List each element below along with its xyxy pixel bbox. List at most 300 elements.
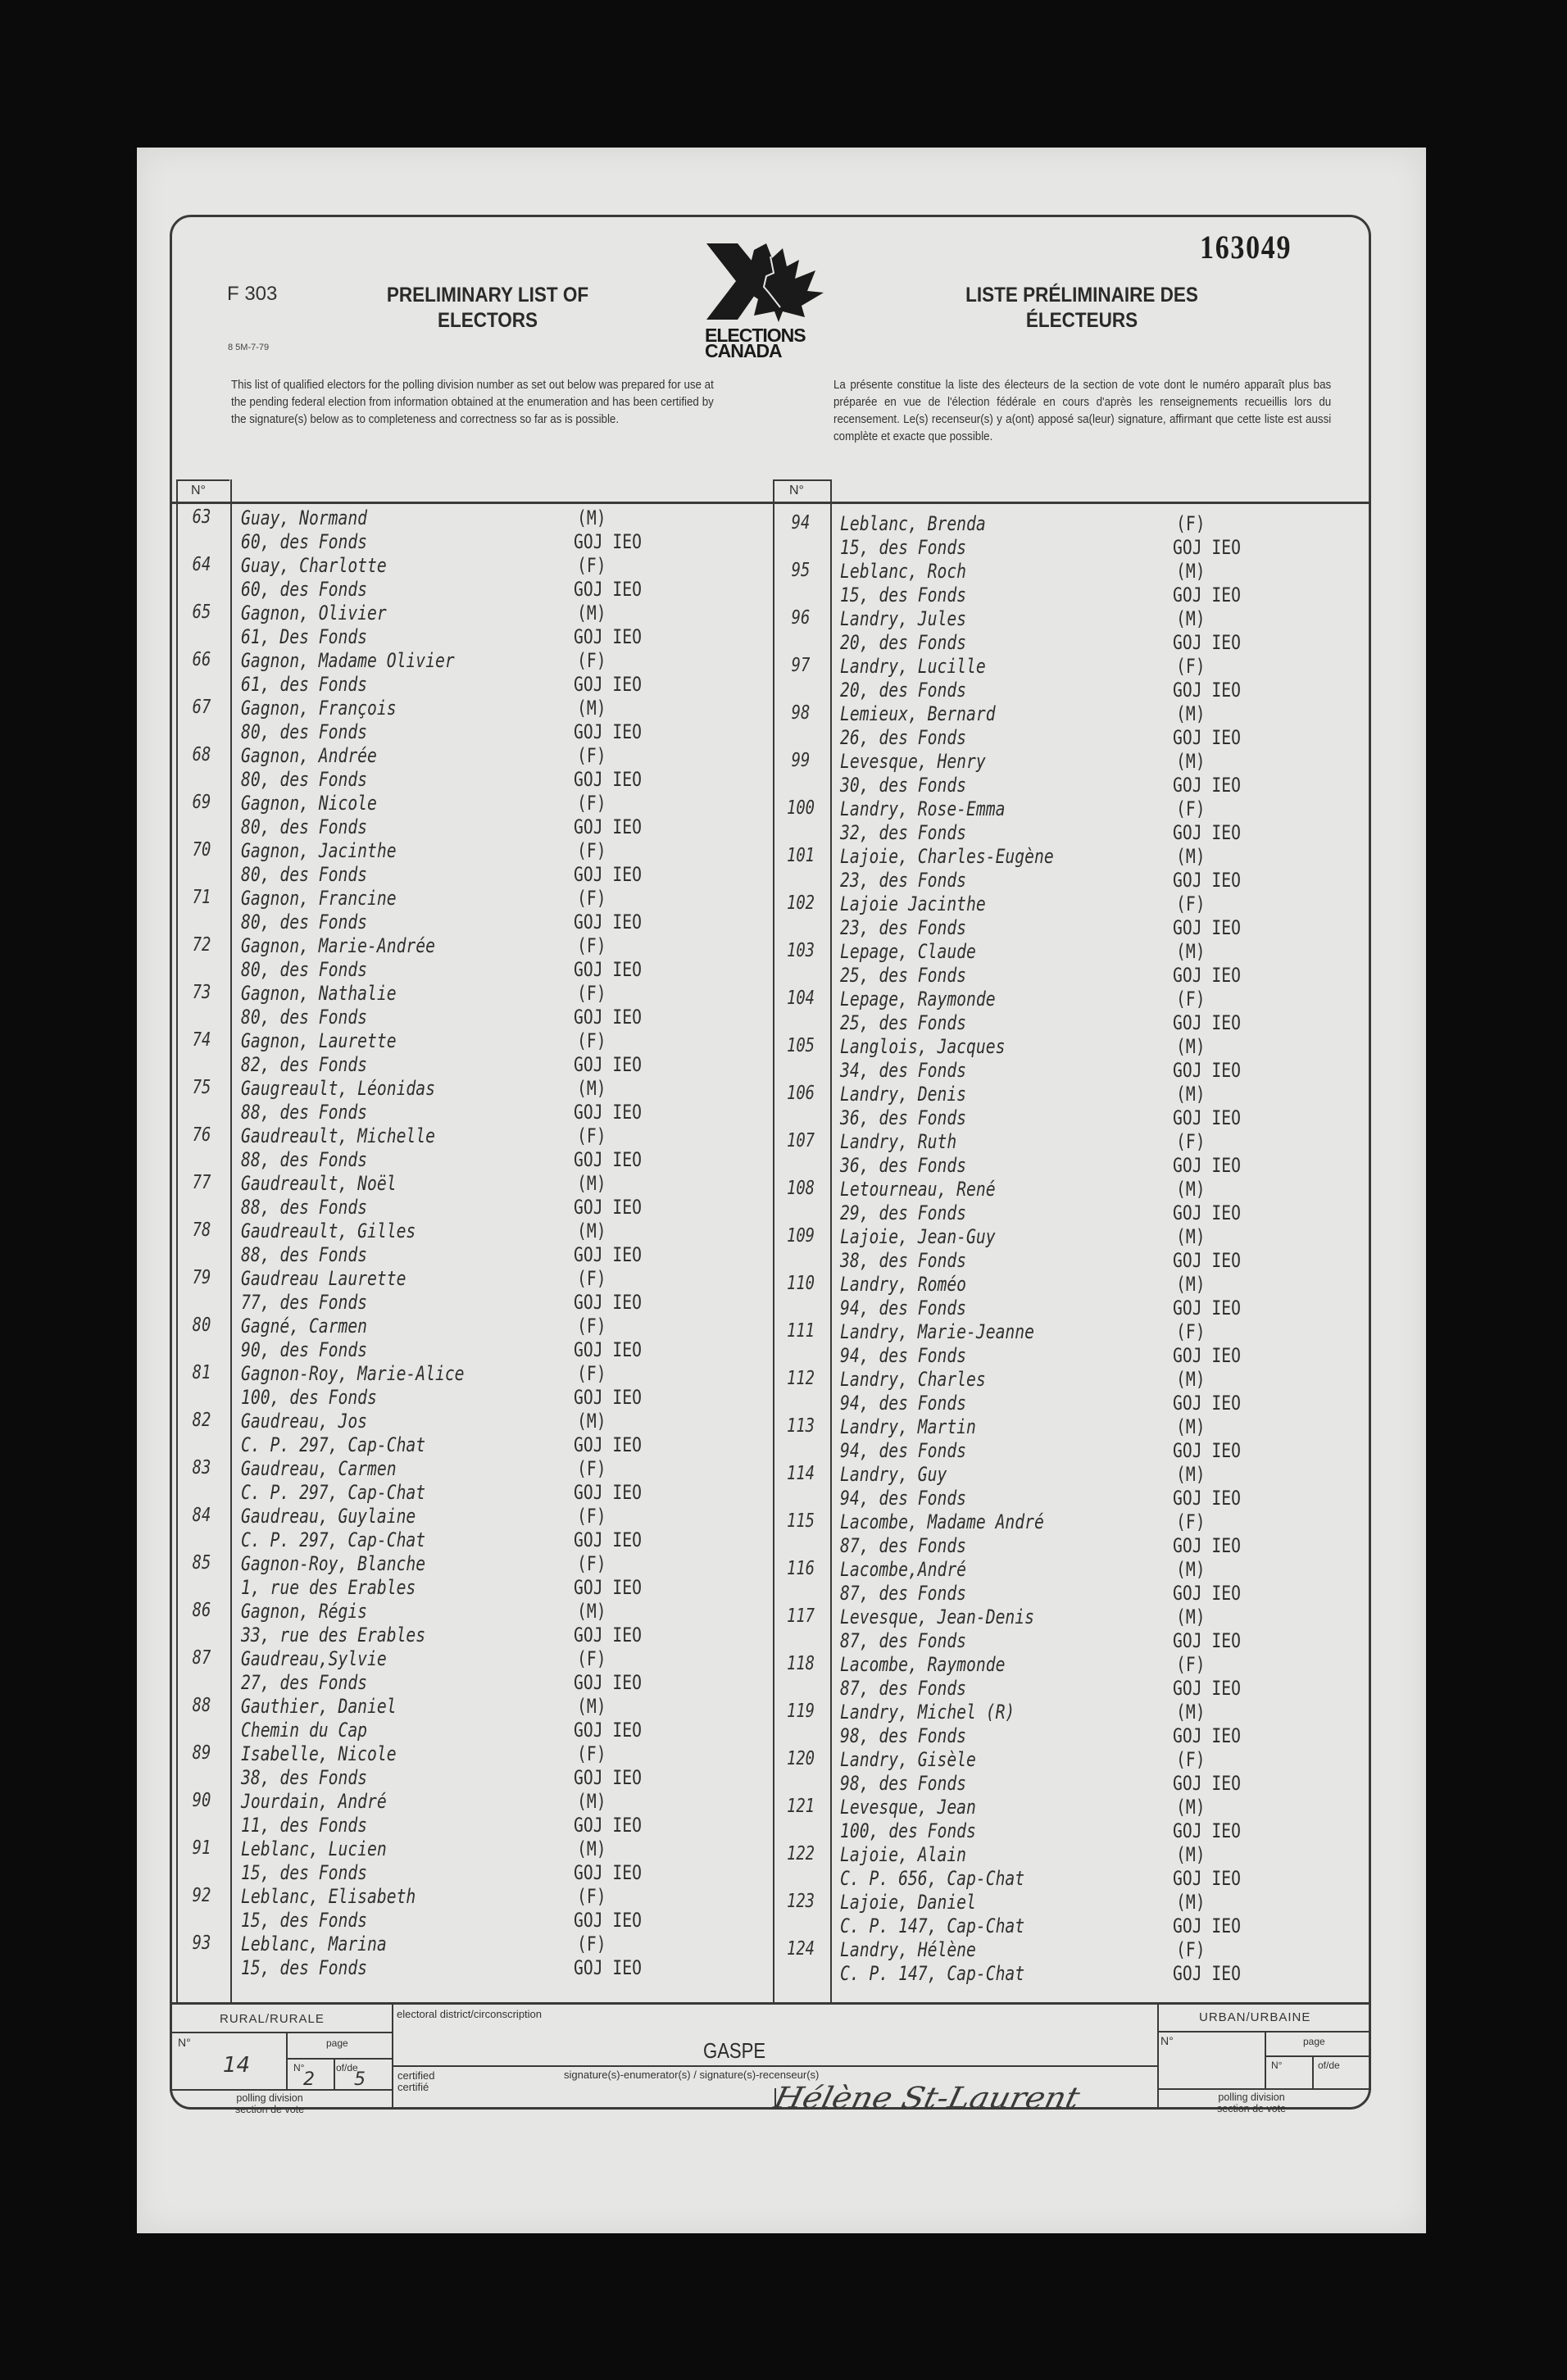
elector-number: 94 <box>791 512 811 534</box>
elector-entry <box>177 554 734 602</box>
elector-entry <box>177 1552 734 1600</box>
elector-sex: (F) <box>1176 988 1206 1011</box>
column-divider-rule <box>773 479 774 2004</box>
elector-address: 77, des Fonds <box>241 1291 368 1314</box>
title-french-line2: ÉLECTEURS <box>1025 309 1138 332</box>
elector-entry <box>776 1653 1333 1701</box>
elector-sex: (F) <box>577 1457 606 1480</box>
elector-number: 95 <box>791 560 811 581</box>
rural-block-right-rule <box>392 2002 393 2110</box>
elector-address: 94, des Fonds <box>840 1392 967 1415</box>
elector-postal-code: GOJ IEO <box>574 530 642 553</box>
elector-entry <box>776 1083 1333 1130</box>
elector-sex: (F) <box>577 1885 606 1908</box>
elector-postal-code: GOJ IEO <box>574 1814 642 1837</box>
urban-page-label: page <box>1303 2036 1325 2047</box>
urban-of-rule <box>1312 2055 1314 2088</box>
elector-name: Gaudreault, Noël <box>241 1172 397 1195</box>
rural-polling-label <box>235 2092 304 2115</box>
elector-sex: (F) <box>1176 1748 1206 1771</box>
elector-entry <box>776 1035 1333 1083</box>
form-code: 8 5M-7-79 <box>228 343 270 352</box>
elector-postal-code: GOJ IEO <box>574 673 642 696</box>
elector-address: C. P. 147, Cap-Chat <box>840 1914 1025 1937</box>
elector-name: Landry, Lucille <box>840 655 986 678</box>
elector-entry <box>776 1415 1333 1463</box>
elector-entry <box>776 1748 1333 1796</box>
elector-sex: (M) <box>1176 1415 1206 1438</box>
elector-name: Leblanc, Roch <box>840 560 967 583</box>
elector-entry <box>776 1463 1333 1510</box>
elector-sex: (M) <box>1176 1891 1206 1914</box>
elector-entry <box>177 1600 734 1647</box>
elector-name: Landry, Hélène <box>840 1938 976 1961</box>
urban-polling-label-en: polling division <box>1218 2092 1285 2103</box>
elector-number: 76 <box>192 1124 211 1146</box>
elector-entry <box>177 1315 734 1362</box>
district-value: GASPE <box>703 2038 766 2063</box>
rural-no-label: N° <box>178 2036 191 2049</box>
elector-name: Gagnon, Laurette <box>241 1029 397 1052</box>
elector-name: Leblanc, Brenda <box>840 512 986 535</box>
elector-sex: (F) <box>577 1124 606 1147</box>
elector-postal-code: GOJ IEO <box>1173 1487 1241 1510</box>
elector-number: 102 <box>786 892 815 914</box>
elector-address: 80, des Fonds <box>241 815 368 838</box>
elector-address: C. P. 147, Cap-Chat <box>840 1962 1025 1985</box>
logo-text-canada: CANADA <box>705 340 782 361</box>
elector-number: 80 <box>192 1315 211 1336</box>
elector-address: C. P. 297, Cap-Chat <box>241 1528 426 1551</box>
elector-number: 68 <box>192 744 211 765</box>
elector-sex: (F) <box>577 1933 606 1955</box>
elector-entry <box>776 797 1333 845</box>
elector-postal-code: GOJ IEO <box>574 1861 642 1884</box>
elector-postal-code: GOJ IEO <box>574 863 642 886</box>
elector-name: Gagnon, Régis <box>241 1600 368 1623</box>
elector-number: 88 <box>192 1695 211 1716</box>
elector-address: 87, des Fonds <box>840 1629 967 1652</box>
elector-address: 90, des Fonds <box>241 1338 368 1361</box>
urban-no-label: N° <box>1160 2034 1174 2047</box>
elector-sex: (F) <box>577 982 606 1005</box>
elector-name: Lepage, Raymonde <box>840 988 996 1011</box>
elector-number: 116 <box>786 1558 815 1579</box>
urban-polling-label-fr: section de vote <box>1217 2103 1287 2114</box>
elector-address: 88, des Fonds <box>241 1101 368 1124</box>
elector-name: Gagnon, Nathalie <box>241 982 397 1005</box>
elector-entry <box>177 1410 734 1457</box>
elector-entry <box>776 1178 1333 1225</box>
elector-address: 15, des Fonds <box>241 1861 368 1884</box>
elector-entry <box>177 1742 734 1790</box>
elector-number: 105 <box>786 1035 815 1056</box>
elector-address: 80, des Fonds <box>241 720 368 743</box>
elector-postal-code: GOJ IEO <box>1173 821 1241 844</box>
elector-number: 77 <box>192 1172 211 1193</box>
certified-label-en: certified <box>397 2069 435 2082</box>
elector-postal-code: GOJ IEO <box>1173 726 1241 749</box>
elector-address: 60, des Fonds <box>241 530 368 553</box>
elector-number: 72 <box>192 934 211 956</box>
elector-postal-code: GOJ IEO <box>1173 1392 1241 1415</box>
title-english-line2: ELECTORS <box>437 309 538 332</box>
elector-name: Landry, Rose-Emma <box>840 797 1006 820</box>
elector-address: 11, des Fonds <box>241 1814 368 1837</box>
elector-postal-code: GOJ IEO <box>574 1624 642 1646</box>
rural-polling-label-fr: section de vote <box>235 2104 305 2115</box>
elector-name: Gagnon-Roy, Marie-Alice <box>241 1362 465 1385</box>
form-number: F 303 <box>227 283 278 305</box>
elector-sex: (F) <box>1176 1130 1206 1153</box>
rural-no-rule <box>286 2032 288 2089</box>
elector-sex: (F) <box>577 1742 606 1765</box>
elector-address: Chemin du Cap <box>241 1719 368 1742</box>
elector-address: C. P. 297, Cap-Chat <box>241 1433 426 1456</box>
elector-postal-code: GOJ IEO <box>574 1909 642 1932</box>
elector-sex: (M) <box>1176 560 1206 583</box>
elector-number: 90 <box>192 1790 211 1811</box>
urban-of-label: of/de <box>1318 2060 1340 2071</box>
elector-postal-code: GOJ IEO <box>1173 1297 1241 1319</box>
elector-entry <box>776 1606 1333 1653</box>
elector-name: Gagnon, François <box>241 697 397 720</box>
elector-number: 91 <box>192 1837 211 1859</box>
district-label: electoral district/circonscription <box>397 2008 543 2020</box>
elector-postal-code: GOJ IEO <box>1173 1962 1241 1985</box>
elector-number: 67 <box>192 697 211 718</box>
elector-name: Guay, Normand <box>241 506 368 529</box>
elector-name: Landry, Martin <box>840 1415 976 1438</box>
elector-entry <box>776 1273 1333 1320</box>
elector-entry <box>776 1891 1333 1938</box>
elector-number: 119 <box>786 1701 815 1722</box>
elector-entry <box>776 1558 1333 1606</box>
elector-address: 88, des Fonds <box>241 1148 368 1171</box>
elector-name: Gaudreau Laurette <box>241 1267 407 1290</box>
elector-sex: (M) <box>577 1790 606 1813</box>
elector-name: Landry, Ruth <box>840 1130 957 1153</box>
elector-name: Guay, Charlotte <box>241 554 387 577</box>
elector-name: Levesque, Henry <box>840 750 986 773</box>
elector-sex: (M) <box>577 697 606 720</box>
elector-number: 104 <box>786 988 815 1009</box>
elector-address: 100, des Fonds <box>840 1819 976 1842</box>
elector-sex: (M) <box>1176 1796 1206 1819</box>
elector-sex: (F) <box>577 839 606 862</box>
elector-address: 80, des Fonds <box>241 768 368 791</box>
elector-postal-code: GOJ IEO <box>574 1766 642 1789</box>
left-number-header: N° <box>191 484 206 497</box>
elector-postal-code: GOJ IEO <box>1173 1914 1241 1937</box>
elector-name: Lajoie, Charles-Eugène <box>840 845 1054 868</box>
elector-address: 94, des Fonds <box>840 1439 967 1462</box>
elector-number: 114 <box>786 1463 815 1484</box>
elector-sex: (F) <box>577 554 606 577</box>
elector-address: 36, des Fonds <box>840 1154 967 1177</box>
elector-entry <box>776 1130 1333 1178</box>
district-rule <box>392 2065 1157 2067</box>
elector-entry <box>177 744 734 792</box>
elector-name: Gaudreau, Guylaine <box>241 1505 416 1528</box>
elector-number: 115 <box>786 1510 815 1532</box>
elector-postal-code: GOJ IEO <box>1173 1677 1241 1700</box>
elector-name: Lepage, Claude <box>840 940 976 963</box>
elector-sex: (M) <box>1176 1273 1206 1296</box>
elector-entry <box>177 1695 734 1742</box>
elector-postal-code: GOJ IEO <box>1173 964 1241 987</box>
elector-postal-code: GOJ IEO <box>574 1148 642 1171</box>
elector-name: Lemieux, Bernard <box>840 702 996 725</box>
elector-sex: (F) <box>1176 797 1206 820</box>
elector-postal-code: GOJ IEO <box>1173 1106 1241 1129</box>
elector-postal-code: GOJ IEO <box>574 911 642 933</box>
elector-entry <box>177 649 734 697</box>
elector-address: 94, des Fonds <box>840 1344 967 1367</box>
urban-polling-rule <box>1157 2088 1371 2090</box>
elector-address: 87, des Fonds <box>840 1582 967 1605</box>
elector-number: 65 <box>192 602 211 623</box>
elector-entry <box>776 607 1333 655</box>
elector-name: Gaudreau, Carmen <box>241 1457 397 1480</box>
signature-label: signature(s)-enumerator(s) / signature(s)-recenseur(s) <box>564 2069 820 2081</box>
elector-number: 123 <box>786 1891 815 1912</box>
elector-sex: (F) <box>1176 512 1206 535</box>
elector-name: Landry, Guy <box>840 1463 947 1486</box>
elector-postal-code: GOJ IEO <box>574 768 642 791</box>
elector-postal-code: GOJ IEO <box>1173 1439 1241 1462</box>
elector-entry <box>177 602 734 649</box>
elector-postal-code: GOJ IEO <box>1173 1772 1241 1795</box>
elector-address: 25, des Fonds <box>840 1011 967 1034</box>
right-number-header: N° <box>789 484 804 497</box>
rural-heading: RURAL/RURALE <box>220 2012 325 2026</box>
elector-number: 81 <box>192 1362 211 1383</box>
elector-name: Gaudreault, Gilles <box>241 1220 416 1242</box>
elector-postal-code: GOJ IEO <box>1173 869 1241 892</box>
elector-entry <box>776 1368 1333 1415</box>
urban-page-rule <box>1265 2055 1371 2057</box>
elector-name: Gagnon, Olivier <box>241 602 387 625</box>
elector-address: 32, des Fonds <box>840 821 967 844</box>
elector-name: Gaudreau,Sylvie <box>241 1647 387 1670</box>
elector-entry <box>177 1172 734 1220</box>
elector-name: Leblanc, Marina <box>241 1933 387 1955</box>
elector-address: 34, des Fonds <box>840 1059 967 1082</box>
elector-name: Landry, Gisèle <box>840 1748 976 1771</box>
elector-postal-code: GOJ IEO <box>574 1101 642 1124</box>
urban-polling-label <box>1217 2092 1286 2114</box>
elector-postal-code: GOJ IEO <box>574 1671 642 1694</box>
elector-postal-code: GOJ IEO <box>1173 1724 1241 1747</box>
elector-name: Landry, Denis <box>840 1083 967 1106</box>
elector-address: 23, des Fonds <box>840 916 967 939</box>
title-french <box>920 283 1244 334</box>
elector-name: Gagnon, Andrée <box>241 744 377 767</box>
elector-sex: (M) <box>1176 1368 1206 1391</box>
elector-sex: (F) <box>577 1362 606 1385</box>
elector-address: 100, des Fonds <box>241 1386 377 1409</box>
elector-sex: (M) <box>577 1837 606 1860</box>
elector-number: 118 <box>786 1653 815 1674</box>
elector-name: Landry, Roméo <box>840 1273 967 1296</box>
elector-postal-code: GOJ IEO <box>1173 1534 1241 1557</box>
elector-postal-code: GOJ IEO <box>1173 774 1241 797</box>
rural-page-label: page <box>326 2037 348 2049</box>
elector-number: 92 <box>192 1885 211 1906</box>
elector-sex: (F) <box>577 1267 606 1290</box>
elector-number: 111 <box>786 1320 815 1342</box>
elector-name: Gagné, Carmen <box>241 1315 368 1338</box>
elector-address: 94, des Fonds <box>840 1487 967 1510</box>
elector-sex: (F) <box>1176 1653 1206 1676</box>
elector-address: 94, des Fonds <box>840 1297 967 1319</box>
rural-of-label: of/de <box>336 2062 358 2073</box>
elector-sex: (M) <box>1176 1178 1206 1201</box>
elector-sex: (M) <box>1176 845 1206 868</box>
elector-sex: (F) <box>1176 1938 1206 1961</box>
elector-postal-code: GOJ IEO <box>574 1291 642 1314</box>
elector-sex: (F) <box>577 1029 606 1052</box>
elector-postal-code: GOJ IEO <box>574 1196 642 1219</box>
elector-sex: (M) <box>577 1172 606 1195</box>
elector-sex: (M) <box>1176 1843 1206 1866</box>
rural-polling-label-en: polling division <box>236 2092 303 2104</box>
elector-name: Gagnon, Marie-Andrée <box>241 934 435 957</box>
elector-number: 70 <box>192 839 211 861</box>
elector-sex: (F) <box>577 1505 606 1528</box>
elector-postal-code: GOJ IEO <box>574 1719 642 1742</box>
elector-address: 80, des Fonds <box>241 1006 368 1029</box>
elector-number: 101 <box>786 845 815 866</box>
elector-entry <box>177 506 734 554</box>
elector-postal-code: GOJ IEO <box>574 815 642 838</box>
elector-sex: (M) <box>577 506 606 529</box>
urban-no-rule <box>1265 2031 1266 2088</box>
elector-number: 89 <box>192 1742 211 1764</box>
elector-postal-code: GOJ IEO <box>574 1956 642 1979</box>
elector-address: C. P. 297, Cap-Chat <box>241 1481 426 1504</box>
urban-page-no-label: N° <box>1271 2060 1283 2071</box>
elector-sex: (F) <box>577 1315 606 1338</box>
elector-name: Landry, Marie-Jeanne <box>840 1320 1034 1343</box>
elector-address: 82, des Fonds <box>241 1053 368 1076</box>
elector-name: Landry, Charles <box>840 1368 986 1391</box>
elector-number: 106 <box>786 1083 815 1104</box>
elector-number: 109 <box>786 1225 815 1247</box>
elector-sex: (M) <box>1176 750 1206 773</box>
elector-number: 83 <box>192 1457 211 1478</box>
elector-address: 30, des Fonds <box>840 774 967 797</box>
elector-name: Gaudreault, Michelle <box>241 1124 435 1147</box>
intro-text-english: This list of qualified electors for the polling division number as set out below was prepared for use at the pending federal election from information obtained at the enumeration and has been certified by the signature(s) below as to completeness and correctness so far as is possible. <box>231 379 714 426</box>
elector-name: Gaudreau, Jos <box>241 1410 368 1433</box>
elector-address: 36, des Fonds <box>840 1106 967 1129</box>
elector-address: 33, rue des Erables <box>241 1624 426 1646</box>
elector-sex: (M) <box>1176 607 1206 630</box>
table-header-rule <box>170 502 1371 504</box>
rural-of-rule <box>334 2058 335 2089</box>
elector-number: 103 <box>786 940 815 961</box>
elector-entry <box>177 1885 734 1933</box>
elector-entry <box>776 655 1333 702</box>
elector-address: 98, des Fonds <box>840 1724 967 1747</box>
elector-address: 80, des Fonds <box>241 863 368 886</box>
elector-postal-code: GOJ IEO <box>1173 1344 1241 1367</box>
urban-heading: URBAN/URBAINE <box>1199 2010 1311 2024</box>
elector-sex: (M) <box>1176 1463 1206 1486</box>
elector-entry <box>177 1837 734 1885</box>
rural-page-rule <box>286 2058 392 2060</box>
elector-entry <box>177 1029 734 1077</box>
elector-address: 61, des Fonds <box>241 673 368 696</box>
rural-page-no-value: 2 <box>303 2069 315 2090</box>
elector-sex: (F) <box>1176 1510 1206 1533</box>
elector-entry <box>776 1701 1333 1748</box>
title-english <box>340 283 635 334</box>
elector-sex: (M) <box>577 1410 606 1433</box>
elector-name: Lajoie, Daniel <box>840 1891 976 1914</box>
elector-name: Leblanc, Elisabeth <box>241 1885 416 1908</box>
elector-postal-code: GOJ IEO <box>1173 1629 1241 1652</box>
elector-number: 96 <box>791 607 811 629</box>
elector-sex: (F) <box>1176 655 1206 678</box>
elector-address: 98, des Fonds <box>840 1772 967 1795</box>
elector-name: Gagnon, Jacinthe <box>241 839 397 862</box>
elector-sex: (M) <box>577 602 606 625</box>
elector-sex: (F) <box>1176 892 1206 915</box>
elector-entry <box>177 887 734 934</box>
elector-address: 15, des Fonds <box>840 536 967 559</box>
elector-name: Leblanc, Lucien <box>241 1837 387 1860</box>
elector-entry <box>776 750 1333 797</box>
elector-number: 78 <box>192 1220 211 1241</box>
elector-sex: (M) <box>1176 702 1206 725</box>
elector-address: 80, des Fonds <box>241 958 368 981</box>
elector-entry <box>177 1220 734 1267</box>
elector-postal-code: GOJ IEO <box>1173 631 1241 654</box>
elector-sex: (F) <box>577 887 606 910</box>
elector-number: 86 <box>192 1600 211 1621</box>
elector-number: 117 <box>786 1606 815 1627</box>
elector-name: Lajoie, Alain <box>840 1843 967 1866</box>
elections-canada-logo <box>705 242 856 361</box>
elector-address: 15, des Fonds <box>241 1956 368 1979</box>
elector-number: 87 <box>192 1647 211 1669</box>
elector-name: Gauthier, Daniel <box>241 1695 397 1718</box>
elector-entry <box>177 1505 734 1552</box>
elector-postal-code: GOJ IEO <box>1173 1154 1241 1177</box>
elector-entry <box>177 839 734 887</box>
elector-sex: (M) <box>1176 1083 1206 1106</box>
elector-name: Lajoie, Jean-Guy <box>840 1225 996 1248</box>
elector-name: Letourneau, René <box>840 1178 996 1201</box>
elector-entry <box>177 697 734 744</box>
intro-text-french: La présente constitue la liste des électeurs de la section de vote dont le numéro apparaît plus bas préparée en vue de l'élection fédérale en cours d'après les renseignements recueillis lors du recensement. Le(s) recenseur(s) y a(ont) apposé sa(leur) signature, affirmant que cette liste est aussi complète et exacte que possible. <box>833 379 1332 443</box>
elector-entry <box>776 1510 1333 1558</box>
elector-entry <box>776 1843 1333 1891</box>
elector-postal-code: GOJ IEO <box>574 720 642 743</box>
elector-name: Gagnon, Madame Olivier <box>241 649 455 672</box>
elector-postal-code: GOJ IEO <box>1173 1011 1241 1034</box>
elector-address: 26, des Fonds <box>840 726 967 749</box>
elector-name: Jourdain, André <box>241 1790 387 1813</box>
elector-name: Gaugreault, Léonidas <box>241 1077 435 1100</box>
elector-name: Gagnon, Nicole <box>241 792 377 815</box>
elector-name: Lacombe,André <box>840 1558 967 1581</box>
elector-entry <box>776 1225 1333 1273</box>
elector-postal-code: GOJ IEO <box>574 625 642 648</box>
